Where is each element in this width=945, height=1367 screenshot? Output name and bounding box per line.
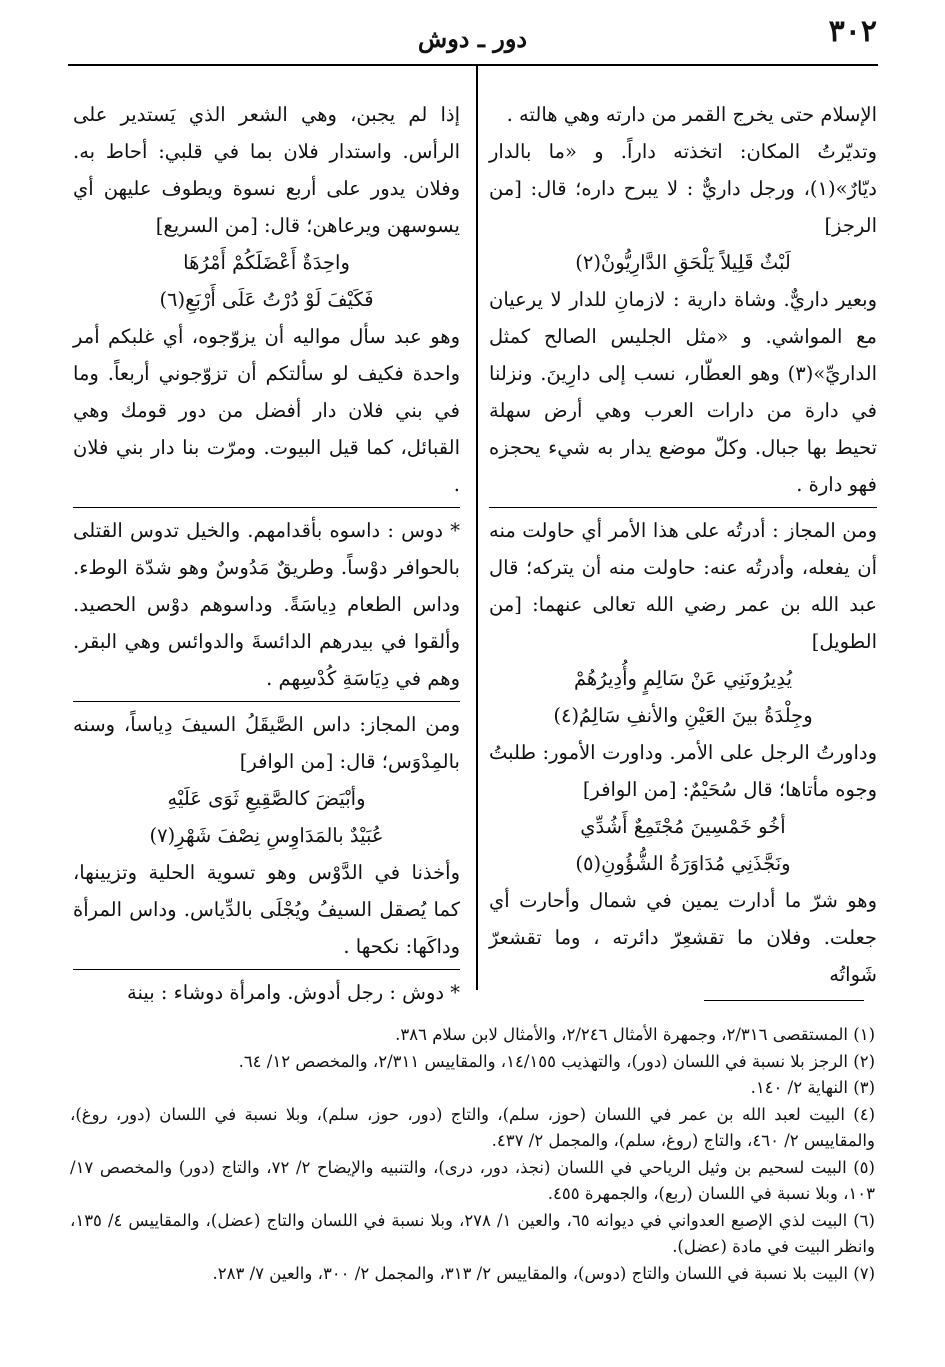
footnotes	[70, 1022, 875, 1287]
footnote: (١) المستقصى ٢/٣١٦، وجمهرة الأمثال ٢/٢٤٦، والأمثال لابن سلام ٣٨٦.	[395, 1025, 875, 1044]
paragraph: وداورتُ الرجل على الأمر. وداورت الأمور: طلبتُ وجوه مأتاها؛ قال سُحَيْمٌ: [من الوافر]	[489, 741, 877, 801]
paragraph: ومن المجاز: داس الصَّيقَلُ السيفَ دِياساً، وسنه بالمِدْوَس؛ قال: [من الوافر]	[73, 701, 460, 780]
paragraph: وبعير داريٌّ. وشاة دارية : لازمانِ للدار لا يرعيان مع المواشي. و «مثل الجليس الصالح كمثل الداريِّ»(٣) وهو العطّار، نسب إلى دارِينَ. ونزلنا في دارة من دارات العرب وهي أرض سهلة تحيط بها جبال. وكلّ موضع يدار به شيء يحجزه فهو دارة .	[489, 288, 877, 496]
paragraph: وتديّرتُ المكان: اتخذته داراً. و «ما بالدار ديّارٌ»(١)، ورجل داريٌّ : لا يبرح داره؛ قال: [من الرجز]	[489, 140, 877, 237]
footnote: (٤) البيت لعبد الله بن عمر في اللسان (حوز، سلم)، والتاج (دور، حوز، سلم)، وبلا نسبة في اللسان (دور، روغ)، والمقاييس ٢/ ٤٦٠، والتاج (روغ، سلم)، والمجمل ٢/ ٤٣٧.	[70, 1104, 875, 1150]
verse-line: لَبْثٌ قَلِيلاً يَلْحَقِ الدَّارِيُّونْ(٢)	[575, 251, 791, 274]
left-column	[73, 96, 460, 1011]
verse-line: وأبْيَضَ كالصَّقِيعِ ثَوَى عَلَيْهِ	[167, 787, 366, 810]
footnote: (٥) البيت لسحيم بن وثيل الرياحي في اللسان (نجذ، دور، درى)، والتنبيه والإيضاح ٢/ ٧٢، والتاج (دور) والمخصص ١٧/ ١٠٣، وبلا نسبة في اللسان (ربع)، والجمهرة ٤٥٥.	[70, 1157, 875, 1203]
verse-line: أخُو خَمْسِينَ مُجْتَمِعٌ أَشُدِّي	[580, 815, 786, 838]
paragraph: إذا لم يجبن، وهي الشعر الذي يَستدير على الرأس. واستدار فلان بما في قلبي: أحاط به. وفلان يدور على أربع نسوة ويطوف عليهن أي يسوسهن ويرعاهن؛ قال: [من السريع]	[73, 103, 460, 237]
paragraph: وهو عبد سأل مواليه أن يزوّجوه، أي غلبكم أمر واحدة فكيف لو سألتكم أن تزوّجوني أربعاً. وما في بني فلان دار أفضل من دور قومك وهي القبائل، كما قيل البيوت. ومرّت بنا دار بني فلان .	[73, 325, 460, 496]
header-rule	[68, 64, 878, 66]
footnote: (٣) النهاية ٢/ ١٤٠.	[750, 1078, 875, 1097]
right-column	[489, 96, 877, 993]
verse-line: ونَجَّذَنِي مُدَاوَرَةُ الشُّؤُونِ(٥)	[575, 852, 791, 875]
footnote-rule	[704, 1000, 864, 1001]
entry-dowsh: * دوش : رجل أدوش. وامرأة دوشاء : بينة	[73, 969, 460, 1011]
footnote: (٦) البيت لذي الإصبع العدواني في ديوانه ٦٥، والعين ١/ ٢٧٨، وبلا نسبة في اللسان والتاج (عضل)، والمقاييس ٤/ ١٣٥، وانظر البيت في مادة (عضل).	[70, 1210, 875, 1256]
paragraph: الإسلام حتى يخرج القمر من دارته وهي هالته .	[506, 103, 877, 126]
paragraph: وأخذنا في الدَّوْس وهو تسوية الحلية وتزيينها، كما يُصقل السيفُ ويُجْلَى بالدِّياس. وداس المرأة وداكَها: نكحها .	[73, 861, 460, 958]
entry-dows: * دوس : داسوه بأقدامهم. والخيل تدوس القتلى بالحوافر دوْساً. وطريقٌ مَدُوسٌ وهو شدّة الوطء. وداس الطعام دِياسَةً. وداسوهم دوْس الحصيد. وألقوا في بيدرهم الدائسةَ والدوائس وهي البقر. وهم في دِيَاسَةِ كُدْسِهم .	[73, 507, 460, 697]
footnote: (٧) البيت بلا نسبة في اللسان والتاج (دوس)، والمقاييس ٢/ ٣١٣، والمجمل ٢/ ٣٠٠، والعين ٧/ ٢٨٣.	[212, 1263, 875, 1283]
verse-line: واحِدَةٌ أَعْضَلَكُمْ أَمْرُهَا	[183, 251, 350, 274]
verse-line: عُبَيْدٌ بالمَدَاوِسِ نِصْفَ شَهْرِ(٧)	[149, 824, 384, 847]
page-number: ٣٠٢	[828, 14, 877, 49]
column-divider	[476, 66, 478, 990]
verse-line: وجِلْدَةُ بينَ العَيْنِ والأنفِ سَالِمُ(٤)	[553, 704, 813, 727]
verse-line: فَكَيْفَ لَوْ دُرْتُ عَلَى أَرْبَعِ(٦)	[159, 288, 374, 311]
paragraph: وهو شرّ ما أدارت يمين في شمال وأحارت أي جعلت. وفلان ما تقشعِرّ دائرته ، وما تقشعرّ شَواتُه	[489, 889, 877, 986]
footnote: (٢) الرجز بلا نسبة في اللسان (دور)، والتهذيب ١٤/١٥٥، والمقاييس ٢/٣١١، والمخصص ١٢/ ٦٤.	[238, 1051, 875, 1071]
paragraph: ومن المجاز : أدرتُه على هذا الأمر أي حاولت منه أن يفعله، وأدرتُه عنه: حاولت منه أن يتركه؛ قال عبد الله بن عمر رضي الله تعالى عنهما: [من الطويل]	[489, 507, 877, 660]
verse-line: يُدِيرُونَنِي عَنْ سَالِمٍ وأُدِيرُهُمْ	[573, 667, 793, 690]
running-head: دور ـ دوش	[417, 24, 528, 53]
